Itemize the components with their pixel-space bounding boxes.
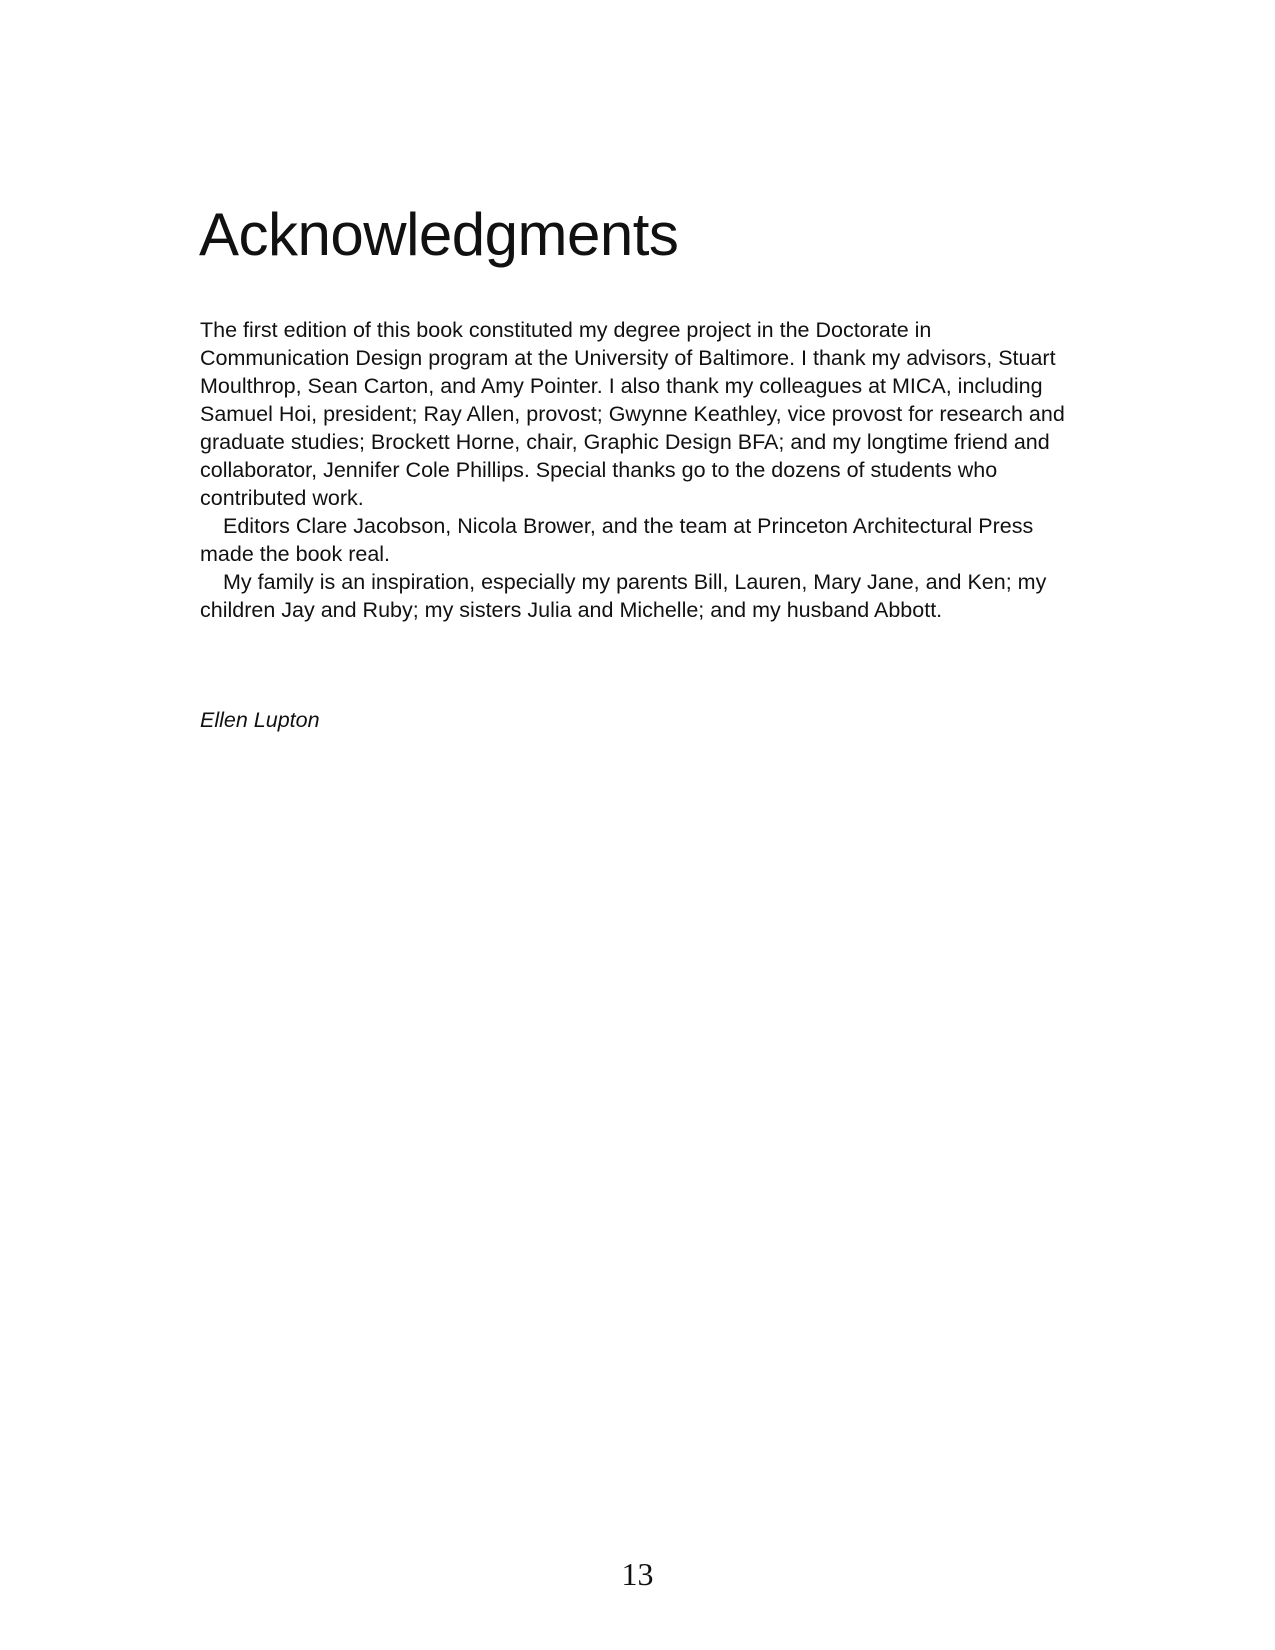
author-signature: Ellen Lupton [200, 708, 320, 732]
paragraph-1: The first edition of this book constituted my degree project in the Doctorate in Communication Design program at the University of Baltimore. I thank my advisors, Stuart Moulthrop, Sean Carton, and Amy Pointer. I also thank my colleagues at MICA, including Samuel Hoi, president; Ray Allen, provost; Gwynne Keathley, vice provost for research and graduate studies; Brockett Horne, chair, Graphic Design BFA; and my longtime friend and collaborator, Jennifer Cole Phillips. Special thanks go to the dozens of students who contributed work. [200, 318, 1065, 510]
acknowledgments-body [200, 316, 1080, 624]
paragraph-2: Editors Clare Jacobson, Nicola Brower, and the team at Princeton Architectural Press made the book real. [200, 514, 1034, 566]
page-title: Acknowledgments [199, 201, 679, 268]
page-number: 13 [621, 1556, 654, 1592]
paragraph-3: My family is an inspiration, especially my parents Bill, Lauren, Mary Jane, and Ken; my children Jay and Ruby; my sisters Julia and Michelle; and my husband Abbott. [200, 570, 1047, 622]
